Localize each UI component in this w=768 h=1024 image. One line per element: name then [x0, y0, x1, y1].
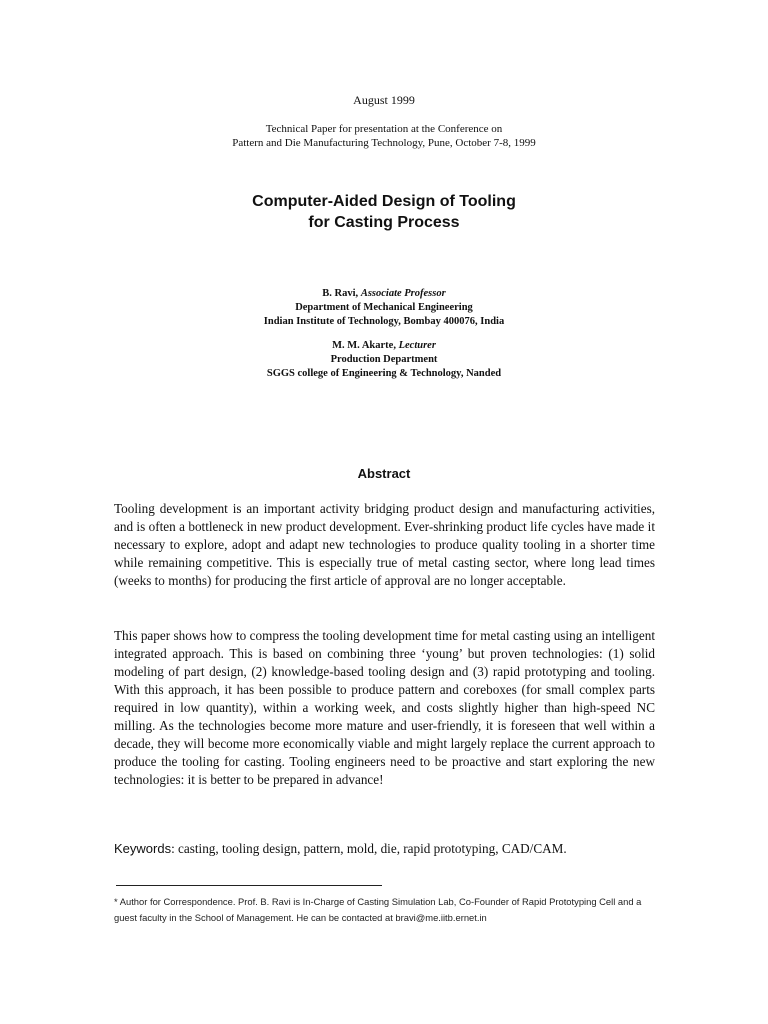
keywords-text: : casting, tooling design, pattern, mold, die, rapid prototyping, CAD/CAM. [171, 841, 567, 856]
author-name: B. Ravi, [322, 288, 361, 299]
author-department: Department of Mechanical Engineering [295, 302, 473, 313]
author-name: M. M. Akarte, [332, 340, 399, 351]
author-institution: SGGS college of Engineering & Technology, Nanded [266, 368, 502, 379]
conference-line-2: Pattern and Die Manufacturing Technology, Pune, October 7-8, 1999 [232, 137, 536, 149]
abstract-heading: Abstract [357, 466, 411, 481]
author-name-line [0, 339, 768, 353]
paper-title [0, 191, 768, 233]
paper-title-line-2: for Casting Process [308, 214, 460, 231]
paper-title-line-1: Computer-Aided Design of Tooling [252, 193, 516, 210]
author-name-line [0, 287, 768, 301]
author-institution: Indian Institute of Technology, Bombay 400076, India [263, 316, 505, 327]
author-block [0, 287, 768, 329]
conference-line-1: Technical Paper for presentation at the Conference on [265, 123, 503, 135]
author-role: Lecturer [398, 340, 436, 351]
keywords-label: Keywords [114, 841, 172, 856]
footnote: * Author for Correspondence. Prof. B. Ravi is In-Charge of Casting Simulation Lab, Co-Founder of Rapid Prototyping Cell and a guest faculty in the School of Management. He can be contacted at bravi@me.iitb.ernet.in [114, 896, 642, 923]
abstract-paragraph-2: This paper shows how to compress the tooling development time for metal casting using an intelligent integrated approach. This is based on combining three ‘young’ but proven technologies: (1) solid modeling of part design, (2) knowledge-based tooling design and (3) rapid prototyping and tooling. With this approach, it has been possible to produce pattern and coreboxes (for small complex parts required in low quantity), within a working week, and costs slightly higher than high-speed NC milling. As the technologies become more mature and user-friendly, it is foreseen that well within a decade, they will become more economically viable and might largely replace the current approach to produce the tooling for casting. Tooling engineers need to be proactive and start exploring the new technologies: it is better to be prepared in advance! [114, 628, 655, 787]
keywords-line [114, 840, 655, 858]
author-block [0, 339, 768, 381]
footnote-divider [116, 885, 382, 886]
conference-note [0, 122, 768, 150]
author-role: Associate Professor [360, 288, 446, 299]
abstract-paragraph-1: Tooling development is an important activity bridging product design and manufacturing activities, and is often a bottleneck in new product development. Ever-shrinking product life cycles have made it necessary to explore, adopt and adapt new technologies to produce quality tooling in a shorter time while remaining competitive. This is especially true of metal casting sector, where long lead times (weeks to months) for producing the first article of approval are no longer acceptable. [114, 501, 655, 588]
author-department: Production Department [330, 354, 438, 365]
publication-date: August 1999 [353, 93, 415, 107]
